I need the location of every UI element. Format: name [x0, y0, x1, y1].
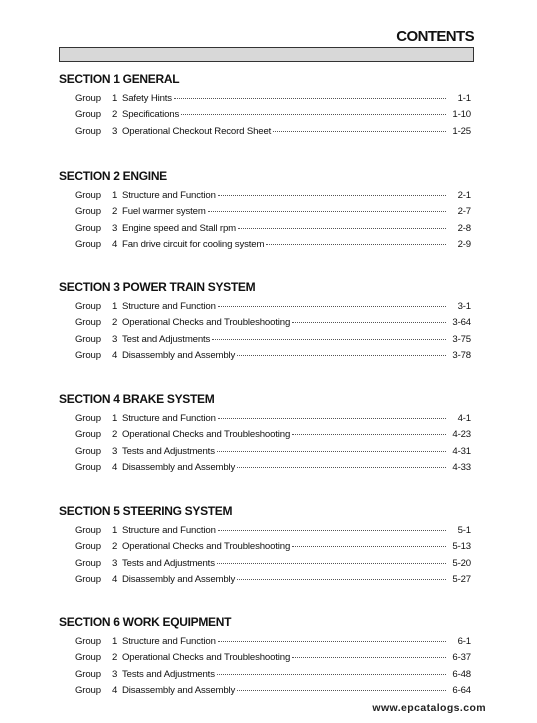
group-label: Group: [75, 222, 101, 234]
group-number: 2: [112, 206, 118, 218]
section-heading: SECTION 3 POWER TRAIN SYSTEM: [59, 280, 256, 294]
section-heading: SECTION 1 GENERAL: [59, 72, 180, 86]
group-label: Group: [75, 429, 101, 441]
group-label: Group: [75, 206, 101, 218]
group-label: Group: [75, 557, 101, 569]
group-number: 3: [112, 125, 118, 137]
entry-title: Structure and Function: [122, 525, 216, 536]
group-number: 2: [112, 429, 118, 441]
page-number: 1-10: [452, 109, 471, 121]
toc-entry[interactable]: [59, 669, 471, 685]
group-label: Group: [75, 317, 101, 329]
group-number: 1: [112, 93, 118, 104]
group-number: 4: [112, 239, 118, 251]
dot-leader: [266, 244, 446, 245]
entry-title: Fuel warmer system: [122, 206, 206, 218]
section-2: [59, 168, 471, 256]
toc-entry[interactable]: [59, 636, 471, 652]
dot-leader: [237, 355, 446, 356]
group-number: 2: [112, 317, 118, 329]
page-number: 2-8: [457, 222, 471, 234]
dot-leader: [237, 690, 446, 691]
section-heading: SECTION 5 STEERING SYSTEM: [59, 504, 233, 518]
group-number: 3: [112, 557, 118, 569]
page-number: 1-1: [457, 93, 471, 104]
section-6: [59, 614, 471, 702]
entry-title: Structure and Function: [122, 301, 216, 312]
group-label: Group: [75, 413, 101, 424]
dot-leader: [217, 563, 446, 564]
group-number: 3: [112, 668, 118, 680]
entry-title: Safety Hints: [122, 93, 172, 104]
entry-title: Tests and Adjustments: [122, 557, 215, 569]
dot-leader: [181, 114, 446, 115]
dot-leader: [292, 322, 446, 323]
title-bar: [59, 47, 474, 62]
group-label: Group: [75, 574, 101, 586]
group-number: 1: [112, 525, 118, 536]
group-label: Group: [75, 652, 101, 664]
group-label: Group: [75, 239, 101, 251]
dot-leader: [292, 434, 446, 435]
toc-entry[interactable]: [59, 574, 471, 590]
page-number: 5-13: [452, 541, 471, 553]
toc-entry[interactable]: [59, 558, 471, 574]
toc-entry[interactable]: [59, 413, 471, 429]
page-number: 5-20: [452, 557, 471, 569]
group-number: 3: [112, 222, 118, 234]
page-title: CONTENTS: [396, 28, 474, 45]
page-number: 3-1: [457, 301, 471, 312]
group-number: 1: [112, 636, 118, 647]
dot-leader: [237, 579, 446, 580]
toc-entry[interactable]: [59, 685, 471, 701]
group-label: Group: [75, 125, 101, 137]
dot-leader: [218, 530, 446, 531]
group-number: 4: [112, 462, 118, 474]
dot-leader: [208, 211, 446, 212]
toc-entry[interactable]: [59, 93, 471, 109]
toc-entry[interactable]: [59, 317, 471, 333]
toc-entry[interactable]: [59, 206, 471, 222]
group-number: 2: [112, 652, 118, 664]
group-label: Group: [75, 462, 101, 474]
group-label: Group: [75, 685, 101, 697]
page-number: 4-31: [452, 445, 471, 457]
dot-leader: [237, 467, 446, 468]
page-number: 6-1: [457, 636, 471, 647]
entry-title: Operational Checks and Troubleshooting: [122, 429, 291, 441]
group-label: Group: [75, 301, 101, 312]
group-number: 4: [112, 350, 118, 362]
dot-leader: [218, 641, 446, 642]
section-5: [59, 503, 471, 591]
dot-leader: [218, 418, 446, 419]
section-heading: SECTION 6 WORK EQUIPMENT: [59, 615, 232, 629]
entry-title: Structure and Function: [122, 413, 216, 424]
group-label: Group: [75, 350, 101, 362]
page-number: 2-7: [457, 206, 471, 218]
group-label: Group: [75, 541, 101, 553]
toc-entry[interactable]: [59, 350, 471, 366]
watermark: www.epcatalogs.com: [372, 702, 486, 714]
page-number: 3-64: [452, 317, 471, 329]
dot-leader: [273, 131, 446, 132]
entry-title: Disassembly and Assembly: [122, 350, 236, 362]
group-label: Group: [75, 636, 101, 647]
entry-title: Test and Adjustments: [122, 333, 211, 345]
group-number: 4: [112, 685, 118, 697]
group-number: 2: [112, 541, 118, 553]
dot-leader: [292, 546, 446, 547]
page-number: 6-48: [452, 668, 471, 680]
toc-entry[interactable]: [59, 525, 471, 541]
section-4: [59, 391, 471, 479]
toc-entry[interactable]: [59, 190, 471, 206]
toc-entry[interactable]: [59, 301, 471, 317]
dot-leader: [218, 195, 446, 196]
section-3: [59, 279, 471, 367]
group-number: 2: [112, 109, 118, 121]
group-number: 1: [112, 190, 118, 201]
entry-title: Operational Checkout Record Sheet: [122, 125, 272, 137]
entry-title: Disassembly and Assembly: [122, 685, 236, 697]
entry-title: Engine speed and Stall rpm: [122, 222, 236, 234]
group-label: Group: [75, 525, 101, 536]
page-number: 2-1: [457, 190, 471, 201]
page-number: 4-1: [457, 413, 471, 424]
entry-title: Operational Checks and Troubleshooting: [122, 541, 291, 553]
entry-title: Operational Checks and Troubleshooting: [122, 652, 291, 664]
page-number: 5-1: [457, 525, 471, 536]
group-number: 3: [112, 333, 118, 345]
toc-entry[interactable]: [59, 223, 471, 239]
dot-leader: [217, 451, 446, 452]
page-number: 1-25: [452, 125, 471, 137]
entry-title: Disassembly and Assembly: [122, 574, 236, 586]
page-number: 3-75: [452, 333, 471, 345]
page-number: 2-9: [457, 239, 471, 251]
toc-entry[interactable]: [59, 334, 471, 350]
toc-entry[interactable]: [59, 429, 471, 445]
entry-title: Structure and Function: [122, 190, 216, 201]
dot-leader: [212, 339, 446, 340]
group-number: 1: [112, 301, 118, 312]
page-number: 6-37: [452, 652, 471, 664]
page-number: 3-78: [452, 350, 471, 362]
group-label: Group: [75, 333, 101, 345]
toc-entry[interactable]: [59, 462, 471, 478]
entry-title: Operational Checks and Troubleshooting: [122, 317, 291, 329]
toc-entry[interactable]: [59, 446, 471, 462]
toc-entry[interactable]: [59, 239, 471, 255]
dot-leader: [292, 657, 446, 658]
section-1: [59, 71, 471, 142]
entry-title: Tests and Adjustments: [122, 445, 215, 457]
entry-title: Disassembly and Assembly: [122, 462, 236, 474]
group-number: 3: [112, 445, 118, 457]
group-label: Group: [75, 190, 101, 201]
page-number: 4-33: [452, 462, 471, 474]
toc-entry[interactable]: [59, 652, 471, 668]
section-heading: SECTION 2 ENGINE: [59, 169, 167, 183]
dot-leader: [174, 98, 446, 99]
group-label: Group: [75, 445, 101, 457]
group-label: Group: [75, 93, 101, 104]
toc-entry[interactable]: [59, 109, 471, 125]
entry-title: Specifications: [122, 109, 180, 121]
page-number: 4-23: [452, 429, 471, 441]
dot-leader: [238, 228, 446, 229]
group-label: Group: [75, 668, 101, 680]
page-number: 6-64: [452, 685, 471, 697]
group-number: 1: [112, 413, 118, 424]
entry-title: Tests and Adjustments: [122, 668, 215, 680]
toc-entry[interactable]: [59, 126, 471, 142]
group-label: Group: [75, 109, 101, 121]
page-number: 5-27: [452, 574, 471, 586]
toc-entry[interactable]: [59, 541, 471, 557]
entry-title: Structure and Function: [122, 636, 216, 647]
group-number: 4: [112, 574, 118, 586]
section-heading: SECTION 4 BRAKE SYSTEM: [59, 392, 215, 406]
dot-leader: [218, 306, 446, 307]
entry-title: Fan drive circuit for cooling system: [122, 239, 265, 251]
dot-leader: [217, 674, 446, 675]
